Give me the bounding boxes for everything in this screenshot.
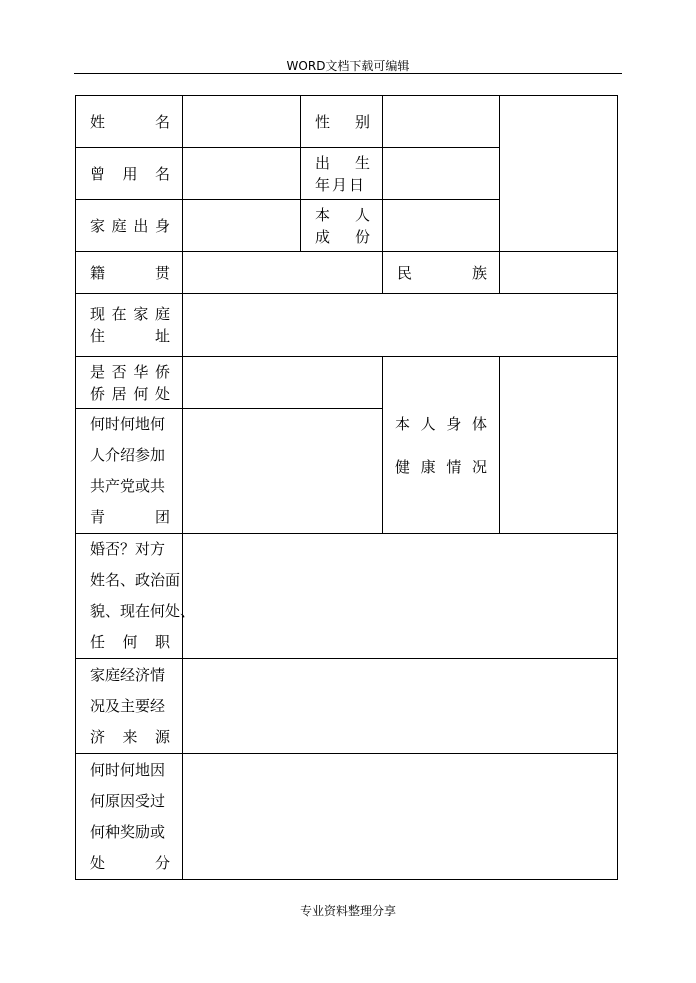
native-place-label: 籍 贯 [76, 252, 183, 294]
birth-date-label: 出 生 年 月 日 [301, 148, 383, 200]
birth-date-field[interactable] [383, 148, 500, 200]
awards-field[interactable] [183, 754, 618, 880]
native-place-field[interactable] [183, 252, 383, 294]
home-address-field[interactable] [183, 294, 618, 357]
ethnicity-label: 民 族 [383, 252, 500, 294]
marriage-label: 婚否？对方 姓名、政治面 貌、现在何处、 任 何 职 [76, 534, 183, 659]
former-name-field[interactable] [183, 148, 301, 200]
family-origin-label: 家 庭 出 身 [76, 200, 183, 252]
ethnicity-field[interactable] [500, 252, 618, 294]
gender-label: 性 别 [301, 96, 383, 148]
page-footer: 专业资料整理分享 [299, 904, 396, 918]
awards-label: 何时何地因 何原因受过 何种奖励或 处 分 [76, 754, 183, 880]
personal-info-form [75, 95, 618, 880]
gender-field[interactable] [383, 96, 500, 148]
photo-box[interactable] [500, 96, 618, 252]
header-divider [74, 73, 622, 74]
personal-status-label: 本 人 成 份 [301, 200, 383, 252]
health-label: 本 人 身 体 健 康 情 况 [383, 357, 500, 534]
family-economy-field[interactable] [183, 659, 618, 754]
home-address-label: 现 在 家 庭 住 址 [76, 294, 183, 357]
overseas-chinese-label: 是 否 华 侨 侨 居 何 处 [76, 357, 183, 409]
family-economy-label: 家庭经济情 况及主要经 济 来 源 [76, 659, 183, 754]
party-join-label: 何时何地何 人介绍参加 共产党或共 青 团 [76, 409, 183, 534]
personal-status-field[interactable] [383, 200, 500, 252]
former-name-label: 曾 用 名 [76, 148, 183, 200]
page-header: WORD文档下载可编辑 [286, 59, 410, 73]
name-field[interactable] [183, 96, 301, 148]
family-origin-field[interactable] [183, 200, 301, 252]
party-join-field[interactable] [183, 409, 383, 534]
health-field[interactable] [500, 357, 618, 534]
marriage-field[interactable] [183, 534, 618, 659]
name-label: 姓 名 [76, 96, 183, 148]
overseas-chinese-field[interactable] [183, 357, 383, 409]
